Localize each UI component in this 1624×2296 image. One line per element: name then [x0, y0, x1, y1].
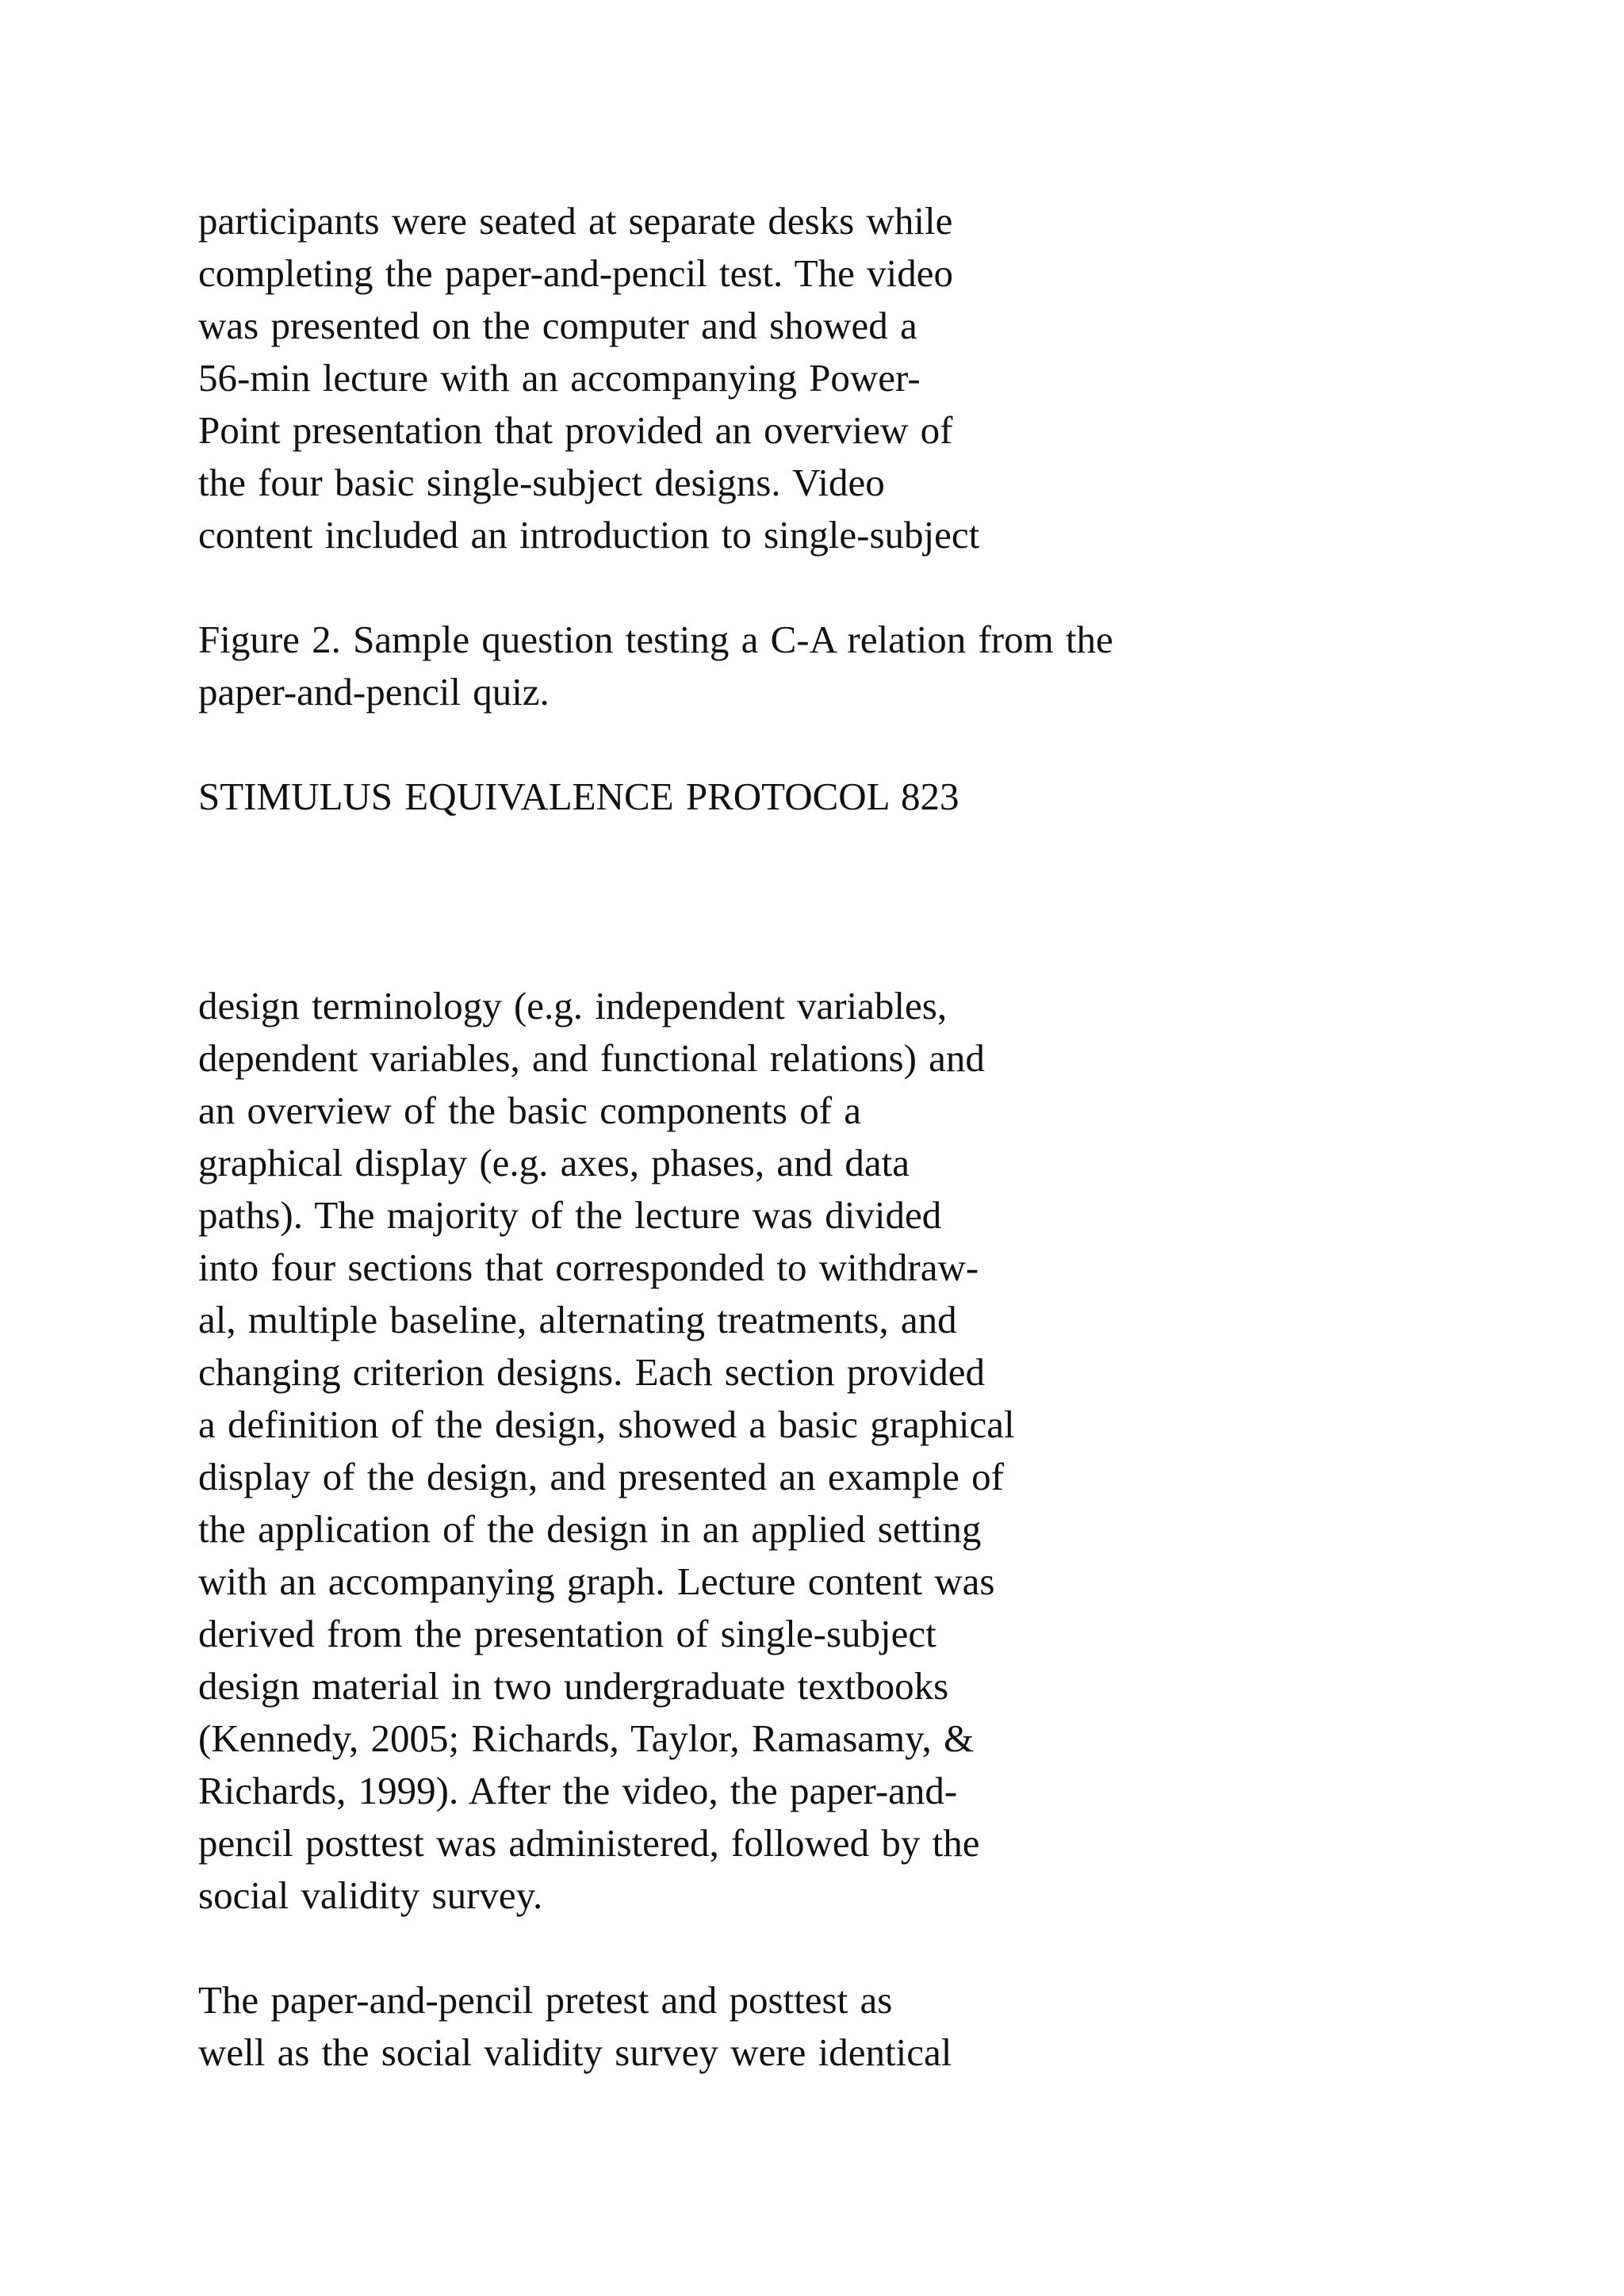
text-line: the application of the design in an applied setting	[198, 1507, 982, 1551]
body-paragraph-lecture-content	[198, 980, 1546, 1922]
text-line: into four sections that corresponded to withdraw-	[198, 1246, 979, 1289]
text-line: Richards, 1999). After the video, the paper-and-	[198, 1769, 958, 1812]
text-line: (Kennedy, 2005; Richards, Taylor, Ramasamy, &	[198, 1716, 975, 1760]
text-line: the four basic single-subject designs. Video	[198, 461, 885, 504]
caption-line: Figure 2. Sample question testing a C-A relation from the	[198, 618, 1113, 661]
text-line: changing criterion designs. Each section provided	[198, 1350, 985, 1394]
text-line: content included an introduction to single-subject	[198, 513, 980, 557]
text-line: paths). The majority of the lecture was divided	[198, 1193, 942, 1237]
running-header-text: STIMULUS EQUIVALENCE PROTOCOL 823	[198, 775, 959, 818]
text-line: was presented on the computer and showed a	[198, 304, 917, 347]
text-line: pencil posttest was administered, followed by the	[198, 1821, 980, 1865]
caption-line: paper-and-pencil quiz.	[198, 670, 550, 714]
text-line: design terminology (e.g. independent variables,	[198, 984, 948, 1027]
text-line: al, multiple baseline, alternating treatments, and	[198, 1298, 957, 1341]
text-line: The paper-and-pencil pretest and posttest as	[198, 1978, 893, 2022]
body-paragraph-measures	[198, 1974, 1546, 2079]
text-line: well as the social validity survey were identical	[198, 2030, 952, 2074]
text-line: with an accompanying graph. Lecture content was	[198, 1559, 995, 1603]
text-line: design material in two undergraduate textbooks	[198, 1664, 949, 1708]
text-line: an overview of the basic components of a	[198, 1089, 862, 1132]
text-line: display of the design, and presented an example of	[198, 1455, 1004, 1498]
text-line: 56-min lecture with an accompanying Power-	[198, 356, 921, 400]
text-line: a definition of the design, showed a basic graphical	[198, 1402, 1015, 1446]
running-header	[198, 771, 1546, 823]
body-paragraph-procedure	[198, 195, 1546, 561]
text-line: Point presentation that provided an overview of	[198, 408, 953, 452]
text-line: derived from the presentation of single-subject	[198, 1612, 936, 1655]
text-line: completing the paper-and-pencil test. The video	[198, 251, 953, 295]
text-line: participants were seated at separate desks while	[198, 199, 953, 243]
text-line: social validity survey.	[198, 1873, 543, 1917]
text-line: graphical display (e.g. axes, phases, and data	[198, 1141, 910, 1184]
figure-caption	[198, 614, 1546, 718]
text-line: dependent variables, and functional relations) and	[198, 1036, 985, 1080]
